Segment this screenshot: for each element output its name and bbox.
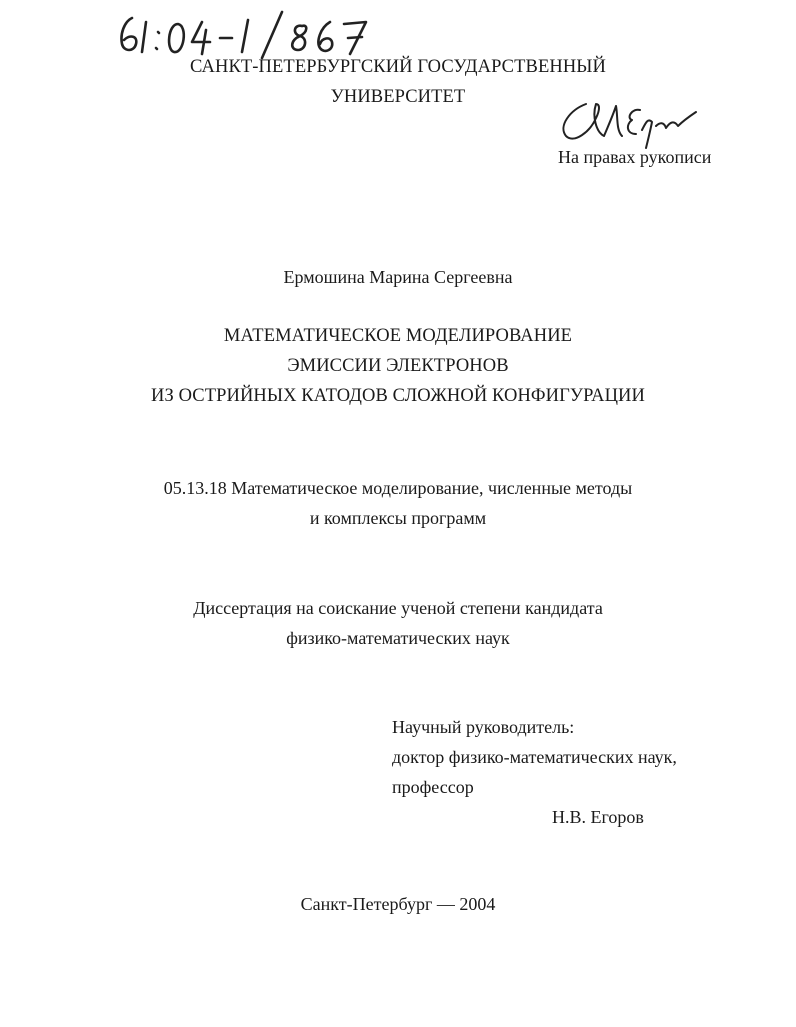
supervisor-name: Н.В. Егоров <box>552 807 644 827</box>
title-line3: ИЗ ОСТРИЙНЫХ КАТОДОВ СЛОЖНОЙ КОНФИГУРАЦИИ <box>151 386 645 406</box>
university-name-line1: САНКТ-ПЕТЕРБУРГСКИЙ ГОСУДАРСТВЕННЫЙ <box>190 57 606 77</box>
university-name-line2: УНИВЕРСИТЕТ <box>330 87 466 107</box>
degree-line2: физико-математических наук <box>286 628 510 648</box>
city-year: Санкт-Петербург — 2004 <box>300 894 496 914</box>
archive-number-ink <box>112 8 372 60</box>
supervisor-degree: доктор физико-математических наук, <box>392 747 677 767</box>
degree-line1: Диссертация на соискание ученой степени кандидата <box>193 598 603 618</box>
rights-note: На правах рукописи <box>558 147 712 167</box>
archive-number-handwritten <box>112 8 372 60</box>
specialty-line2: и комплексы программ <box>309 508 487 528</box>
supervisor-rank: профессор <box>392 777 474 797</box>
signature <box>556 92 706 152</box>
title-line2: ЭМИССИИ ЭЛЕКТРОНОВ <box>287 356 509 376</box>
title-line1: МАТЕМАТИЧЕСКОЕ МОДЕЛИРОВАНИЕ <box>223 326 573 346</box>
signature-ink <box>556 92 706 152</box>
supervisor-label: Научный руководитель: <box>392 717 575 737</box>
specialty-line1: 05.13.18 Математическое моделирование, численные методы <box>163 478 633 498</box>
archive-number-text <box>372 8 373 9</box>
author-name: Ермошина Марина Сергеевна <box>283 267 513 287</box>
